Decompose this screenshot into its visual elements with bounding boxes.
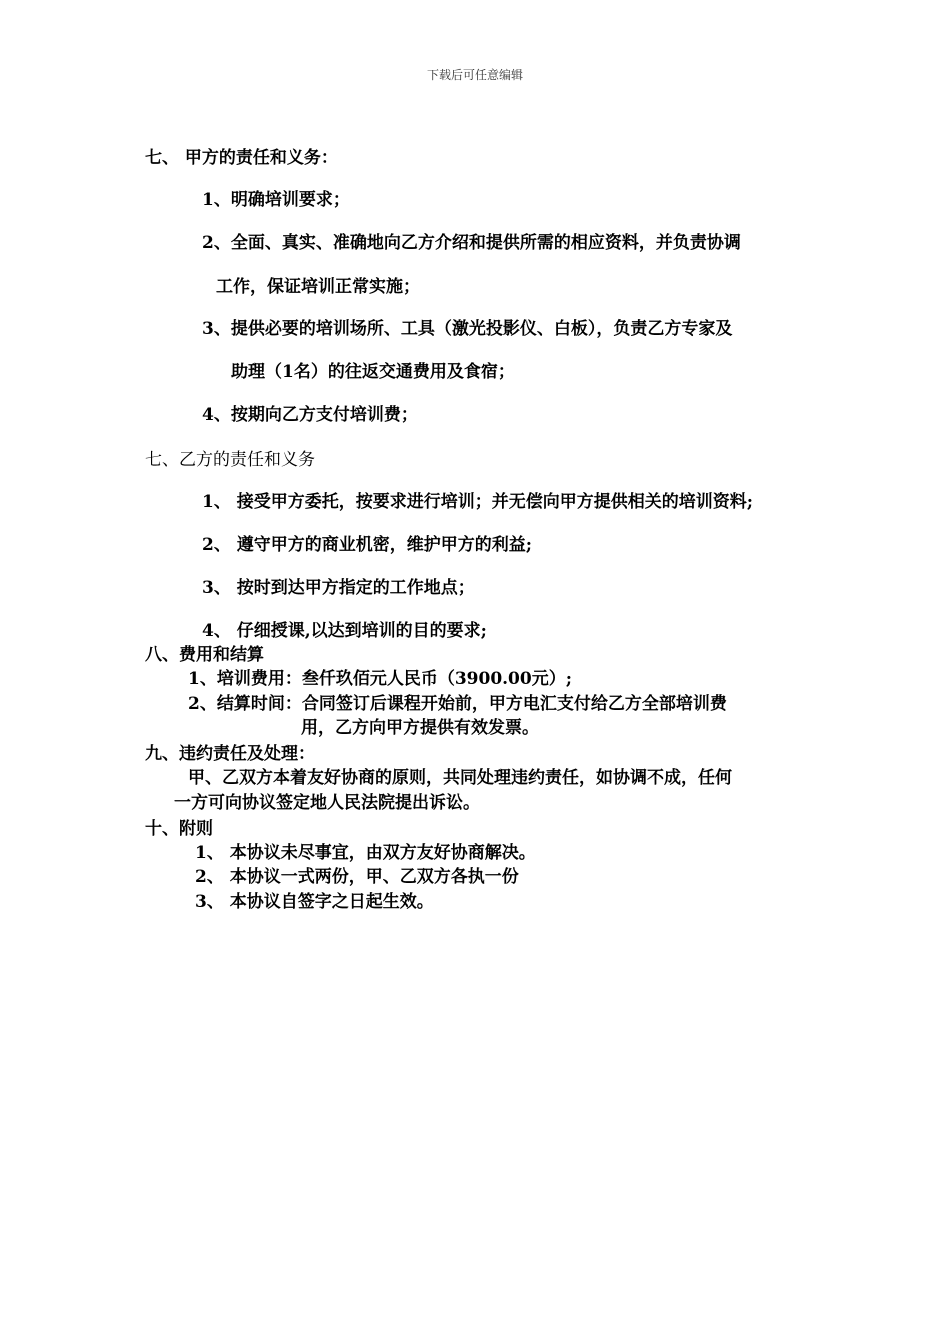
- list-item: 1、培训费用：叁仟玖佰元人民币（3900.00元）;: [188, 669, 572, 689]
- section-heading-fees: 八、费用和结算: [145, 645, 264, 665]
- section-heading-supplementary: 十、附则: [145, 819, 213, 839]
- paragraph-line: 一方可向协议签定地人民法院提出诉讼。: [174, 793, 480, 813]
- list-item: 4、按期向乙方支付培训费；: [202, 405, 418, 425]
- list-item-continuation: 助理（1名）的往返交通费用及食宿；: [231, 362, 515, 382]
- list-item: 4、 仔细授课,以达到培训的目的要求;: [202, 621, 487, 641]
- section-heading-party-b: 七、乙方的责任和义务: [145, 450, 315, 470]
- list-item: 1、 本协议未尽事宜，由双方友好协商解决。: [195, 843, 536, 863]
- list-item-continuation: 工作，保证培训正常实施；: [216, 277, 420, 297]
- list-item: 1、 接受甲方委托，按要求进行培训；并无偿向甲方提供相关的培训资料;: [202, 492, 754, 512]
- page-header-note: 下载后可任意编辑: [426, 68, 523, 82]
- list-item: 2、 本协议一式两份，甲、乙双方各执一份: [195, 867, 519, 887]
- list-item: 2、全面、真实、准确地向乙方介绍和提供所需的相应资料，并负责协调: [202, 233, 741, 253]
- section-heading-party-a: 七、 甲方的责任和义务：: [145, 148, 338, 168]
- section-heading-breach: 九、违约责任及处理：: [145, 744, 315, 764]
- list-item-continuation: 用，乙方向甲方提供有效发票。: [301, 718, 539, 738]
- list-item: 3、 本协议自签字之日起生效。: [195, 892, 434, 912]
- list-item: 3、 按时到达甲方指定的工作地点；: [202, 578, 475, 598]
- list-item: 1、明确培训要求；: [202, 190, 350, 210]
- paragraph-line: 甲、乙双方本着友好协商的原则，共同处理违约责任，如协调不成，任何: [188, 768, 732, 788]
- list-item: 2、结算时间：合同签订后课程开始前，甲方电汇支付给乙方全部培训费: [188, 694, 727, 714]
- list-item: 2、 遵守甲方的商业机密，维护甲方的利益;: [202, 535, 533, 555]
- list-item: 3、提供必要的培训场所、工具（激光投影仪、白板），负责乙方专家及: [202, 319, 733, 339]
